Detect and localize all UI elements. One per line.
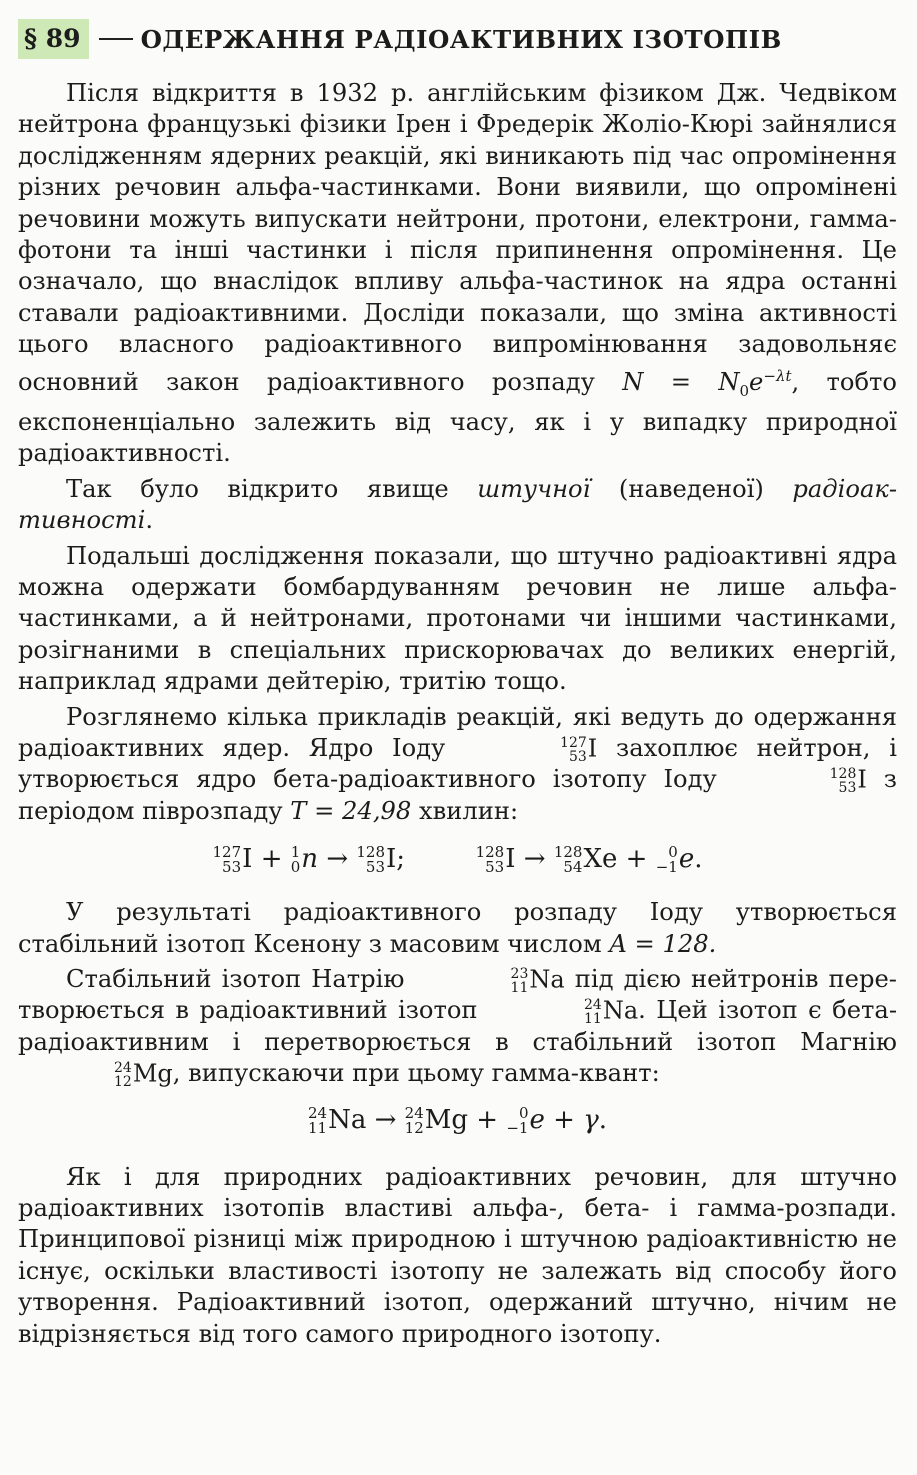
paragraph-examples: [18, 702, 897, 828]
p2-end: .: [145, 506, 154, 535]
p6-text-b: під дією нейтронів перетворюється в радіоактивний ізотоп: [18, 965, 897, 1025]
paragraph-conclusion: Як і для природних радіоактивних речовин, для штучно радіоактивних ізотопів властиві альфа-, бета- і гамма-розпади. Принципової різниці між природною і штучною радіоактивністю не існує, оскільки властивості ізотопу не залежать від способу його утворення. Радіоактивний ізотоп, одержаний штучно, нічим не відрізняється від того самого природного ізотопу.: [18, 1162, 897, 1348]
p4-text-b: захоплює нейтрон, і утворюється ядро бета-радіоактивного ізотопу Іоду: [18, 734, 897, 794]
heading-dash: [99, 38, 133, 40]
paragraph-sodium: [18, 964, 897, 1090]
p4-text-d: хвилин:: [419, 796, 519, 825]
half-life-value: T = 24,98: [290, 796, 412, 825]
p2-text-a: Так було відкрито явище: [66, 474, 449, 503]
p2-italic-a: штучної: [477, 474, 591, 503]
equation-iodine: 127 53 I + 1 0 n → 128 53 I; 128 53 I → 128 54 Xe + 0 −1 e.: [212, 843, 703, 877]
p6-text-a: Стабільний ізотоп Натрію: [66, 965, 405, 994]
equation-sodium: 24 11 Na → 24 12 Mg + 0 −1 e + γ.: [307, 1103, 608, 1137]
p6-text-c: . Цей ізотоп є бета-радіоактивним і перетворюється в стабільний ізотоп Магнію: [18, 996, 897, 1056]
p4-text-a: Розглянемо кілька прикладів реакцій, які ведуть до одержання радіоактивних ядер. Ядро Іоду: [18, 702, 897, 763]
p5-text: У результаті радіоактивного розпаду Іоду утворюється стабільний ізотоп Ксенону з масовим числом: [18, 898, 897, 958]
nuclide-na24-inline: 24 11 Na: [584, 996, 639, 1027]
p1-text-a: Після відкриття в 1932 р. англійським фізиком Дж. Чедвіком нейтрона французькі фізики Ірен і Фредерік Жоліо-Кюрі зайнялися дослідженням ядерних реакцій, які виникають під час опромінення різних речовин альфа-частинками. Вони виявили, що опромінені речовини можуть випускати нейтрони, протони, електрони, гамма-фотони та інші частинки і після припинення опромінення. Це означало, що внаслідок впливу альфа-частинок на ядра останні ставали радіоактивними. Досліди показали, що зміна активності цього власного радіоактивного випромінювання задовольняє основний закон радіоактивного розпаду: [18, 79, 897, 396]
p6-text-d: , випускаючи при цьому гамма-квант:: [172, 1059, 660, 1088]
paragraph-artificial: [18, 474, 897, 537]
decay-law-formula: $N = N_0e^{-\lambda t}$: [622, 366, 792, 400]
paragraph-bombardment: Подальші дослідження показали, що штучно радіоактивні ядра можна одержати бомбардуванням речовин не лише альфа-частинками, а й нейтронами, протонами чи іншими частинками, розігнаними в спеціальних прискорювачах до великих енергій, наприклад ядрами дейтерію, тритію тощо.: [18, 541, 897, 696]
section-number: § 89: [18, 19, 89, 59]
paragraph-discovery: [18, 78, 897, 470]
section-heading: [18, 14, 897, 64]
p2-italic-b: радіоактивності: [18, 474, 897, 535]
p1-text-b: , тобто експоненціально залежить від часу, як і у випадку природної радіоактивності.: [18, 367, 897, 468]
p4-text-c: з періодом піврозпаду: [18, 765, 897, 825]
nuclide-i127-inline: 127 53 I: [560, 734, 598, 765]
section-title: ОДЕРЖАННЯ РАДІОАКТИВНИХ ІЗОТОПІВ: [140, 24, 782, 54]
nuclide-i128-inline: 128 53 I: [829, 765, 867, 796]
nuclide-na23-inline: 23 11 Na: [510, 965, 565, 996]
nuclide-mg24-inline: 24 12 Mg: [114, 1059, 173, 1090]
paragraph-xenon: [18, 897, 897, 960]
p2-text-b: (наведеної): [618, 474, 764, 503]
mass-number-value: A = 128.: [609, 929, 717, 958]
